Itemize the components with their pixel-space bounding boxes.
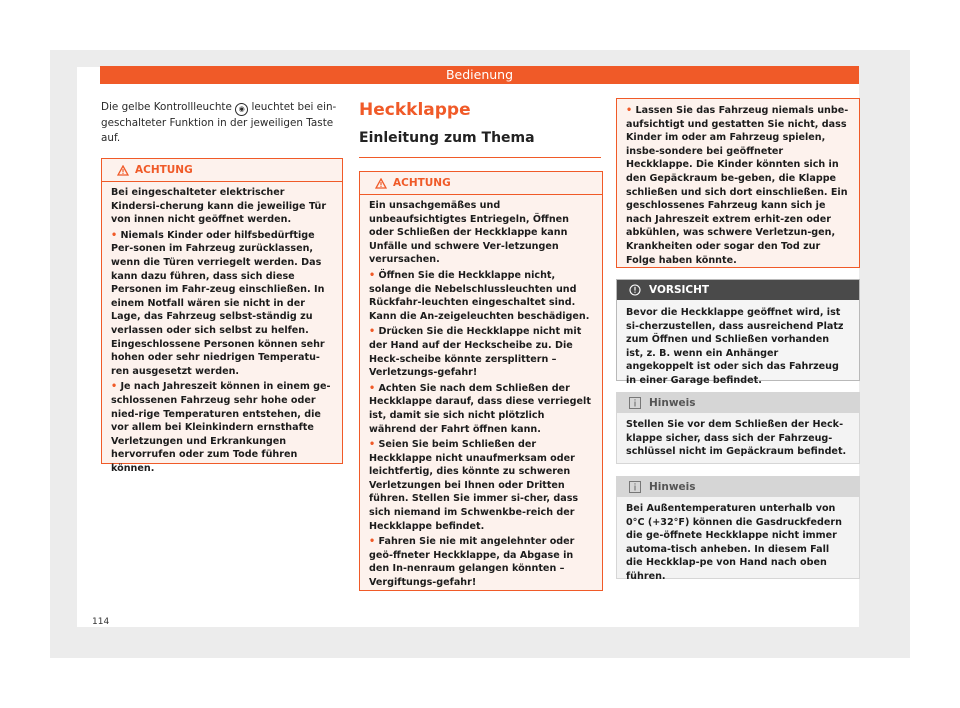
warning-triangle-icon (375, 178, 387, 189)
section-subheading: Einleitung zum Thema (359, 130, 535, 146)
caution-header (617, 280, 859, 300)
warning-bullet (369, 382, 592, 436)
section-heading: Heckklappe (359, 100, 471, 120)
warning-triangle-icon (117, 165, 129, 176)
bullet-text: Niemals Kinder oder hilfsbedürftige Per-sonen im Fahrzeug zurücklassen, wenn die Türen verriegelt werden. Das kann dazu führen, dass sich diese Personen im Fahr-zeug einschließen. In einem Notfall wären sie nicht in der Lage, das Fahrzeug selbst-ständig zu verlassen oder sich selbst zu helfen. Eingeschlossene Personen können sehr hohen oder sehr niedrigen Temperatu-ren ausgesetzt werden. (111, 229, 325, 377)
middle-column (359, 100, 601, 146)
warning-bullet (111, 380, 332, 475)
intro-text-part2: leuchtet bei ein-geschalteter Funktion in der jeweiligen Taste auf. (101, 101, 337, 144)
warning-bullet (369, 269, 592, 323)
bullet-text: Drücken Sie die Heckklappe nicht mit der Hand auf der Heckscheibe zu. Die Heck-scheibe könnte zersplittern – Verletzungs-gefahr! (369, 326, 582, 379)
bullet-icon: • (369, 326, 379, 338)
warning-bullet (111, 229, 332, 379)
bullet-icon: • (369, 269, 379, 281)
note-title: Hinweis (649, 397, 696, 409)
bullet-text: Öffnen Sie die Heckklappe nicht, solange die Nebelschlussleuchten und Rückfahr-leuchten eingeschaltet sind. Kann die An-zeigeleuchten beschädigen. (369, 269, 590, 322)
caution-box (616, 279, 860, 386)
bullet-text: Je nach Jahreszeit können in einem ge-schlossenen Fahrzeug sehr hohe oder nied-rige Temperaturen entstehen, die vor allem bei Kleinkindern ernsthafte Verletzungen und Erkrankungen hervorrufen oder zum Tode führen können. (111, 381, 331, 474)
intro-text-part1: Die gelbe Kontrollleuchte (101, 101, 232, 113)
warning-body (360, 195, 602, 590)
warning-lead: Ein unsachgemäßes und unbeaufsichtigtes Entriegeln, Öffnen oder Schließen der Heckklappe kann Unfälle und schwere Ver-letzungen verursachen. (369, 200, 569, 266)
note-header (617, 393, 859, 413)
note-box-1 (616, 392, 860, 464)
child-lock-icon: ◉ (235, 103, 248, 116)
info-icon (629, 397, 641, 409)
warning-box-continued (616, 98, 860, 268)
caution-text: Bevor die Heckklappe geöffnet wird, ist si-cherzustellen, dass ausreichend Platz zum Öffnen und Schließen vorhanden ist, z. B. wenn ein Anhänger angekoppelt ist oder sich das Fahrzeug in einer Garage befindet. (626, 307, 844, 386)
note-box-2 (616, 476, 860, 582)
info-circle-icon (629, 284, 641, 296)
bullet-icon: • (369, 382, 379, 394)
warning-bullet (626, 104, 849, 267)
warning-box-child-lock (101, 158, 343, 474)
bullet-icon: • (111, 381, 121, 393)
note-text: Stellen Sie vor dem Schließen der Heck-klappe sicher, dass sich der Fahrzeug-schlüssel nicht im Gepäckraum befindet. (626, 419, 847, 458)
warning-bullet (369, 438, 592, 533)
bullet-icon: • (626, 105, 636, 116)
left-column (101, 100, 341, 145)
note-header (617, 477, 859, 497)
bullet-icon: • (369, 439, 379, 451)
info-icon (629, 481, 641, 493)
intro-text (101, 100, 341, 145)
warning-bullet (369, 325, 592, 379)
bullet-text: Fahren Sie nie mit angelehnter oder geö-ffneter Heckklappe, da Abgase in den In-nenraum gelangen könnten – Vergiftungs-gefahr! (369, 536, 575, 589)
warning-header (360, 172, 602, 194)
warning-body (102, 182, 342, 475)
caution-body (617, 300, 859, 388)
note-text: Bei Außentemperaturen unterhalb von 0°C (+32°F) können die Gasdruckfedern die ge-öffnete Heckklappe nicht immer automa-tisch anheben. In diesem Fall die Heckklap-pe von Hand nach oben führen. (626, 503, 842, 582)
warning-bullet (369, 535, 592, 589)
bullet-icon: • (111, 229, 121, 241)
warning-lead: Bei eingeschalteter elektrischer Kindersi-cherung kann die jeweilige Tür von innen nicht geöffnet werden. (111, 187, 327, 226)
heading-rule (359, 157, 601, 158)
warning-header (102, 159, 342, 181)
note-body (617, 413, 859, 459)
warning-box-tailgate (359, 171, 603, 591)
note-title: Hinweis (649, 481, 696, 493)
page-number: 114 (92, 617, 110, 627)
warning-title: ACHTUNG (393, 177, 451, 189)
bullet-text: Lassen Sie das Fahrzeug niemals unbe-aufsichtigt und gestatten Sie nicht, dass Kinder im oder am Fahrzeug spielen, insbe-sondere bei geöffneter Heckklappe. Die Kinder könnten sich in den Gepäckraum be-geben, die Klappe schließen und sich dort einschließen. Ein geschlossenes Fahrzeug kann sich je nach Jahreszeit extrem erhit-zen oder abkühlen, was schwere Verletzun-gen, Krankheiten oder sogar den Tod zur Folge haben könnte. (626, 105, 849, 266)
warning-body (617, 99, 859, 267)
bullet-icon: • (369, 536, 379, 548)
section-header: Bedienung (100, 66, 859, 84)
caution-title: VORSICHT (649, 284, 710, 296)
bullet-text: Seien Sie beim Schließen der Heckklappe nicht unaufmerksam oder leichtfertig, dies könnte zu schweren Verletzungen bei Ihnen oder Dritten führen. Stellen Sie immer si-cher, dass sich niemand im Schwenkbe-reich der Heckklappe befindet. (369, 439, 579, 532)
bullet-text: Achten Sie nach dem Schließen der Heckklappe darauf, dass diese verriegelt ist, damit sie sich nicht plötzlich während der Fahrt öffnen kann. (369, 382, 591, 435)
warning-title: ACHTUNG (135, 164, 193, 176)
note-body (617, 497, 859, 584)
